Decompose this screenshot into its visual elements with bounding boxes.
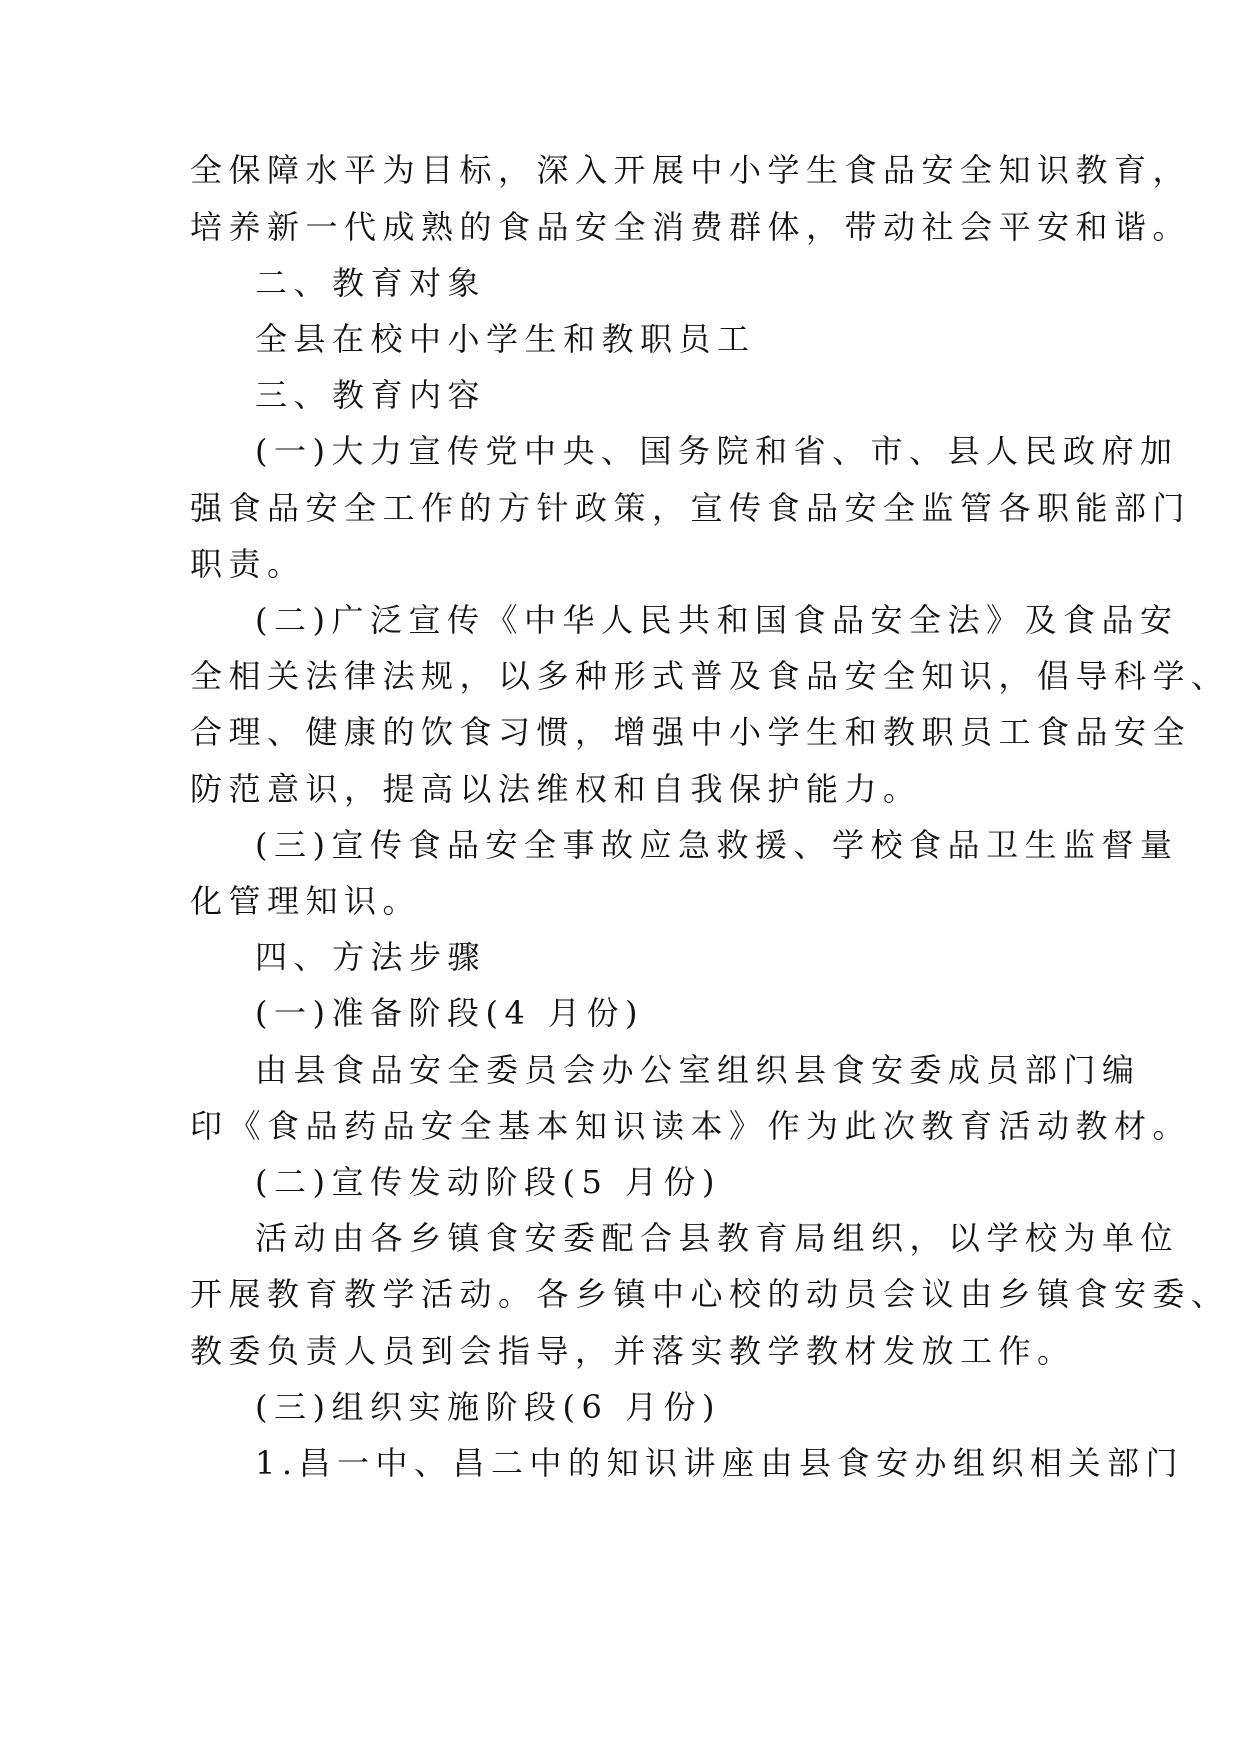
body-text-line: 由县食品安全委员会办公室组织县食安委成员部门编 — [255, 1051, 1141, 1089]
body-text-line: 强食品安全工作的方针政策，宣传食品安全监管各职能部门 — [190, 489, 1192, 527]
body-text-line: 活动由各乡镇食安委配合县教育局组织，以学校为单位 — [255, 1219, 1180, 1257]
section-heading: 二、教育对象 — [255, 264, 487, 302]
subsection-heading: (三)组织实施阶段(6 月份) — [255, 1388, 721, 1426]
subsection-heading: (二)宣传发动阶段(5 月份) — [255, 1163, 721, 1201]
body-text-line: 防范意识，提高以法维权和自我保护能力。 — [190, 770, 922, 808]
body-text-line: 全相关法律法规，以多种形式普及食品安全知识，倡导科学、 — [190, 657, 1230, 695]
body-text-line: (二)广泛宣传《中华人民共和国食品安全法》及食品安 — [255, 601, 1179, 639]
section-heading: 四、方法步骤 — [255, 938, 487, 976]
body-text-line: (一)大力宣传党中央、国务院和省、市、县人民政府加 — [255, 432, 1179, 470]
body-text-line: 教委负责人员到会指导，并落实教学教材发放工作。 — [190, 1332, 1076, 1370]
body-text-line: 培养新一代成熟的食品安全消费群体，带动社会平安和谐。 — [190, 208, 1192, 246]
body-text-line: 开展教育教学活动。各乡镇中心校的动员会议由乡镇食安委、 — [190, 1275, 1230, 1313]
body-text-line: 全保障水平为目标，深入开展中小学生食品安全知识教育， — [190, 151, 1192, 189]
section-heading: 三、教育内容 — [255, 376, 487, 414]
body-text-line: 合理、健康的饮食习惯，增强中小学生和教职员工食品安全 — [190, 713, 1192, 751]
body-text-line: 化管理知识。 — [190, 882, 422, 920]
body-text-line: 职责。 — [190, 545, 306, 583]
subsection-heading: (一)准备阶段(4 月份) — [255, 994, 644, 1032]
body-text-line: 全县在校中小学生和教职员工 — [255, 320, 756, 358]
body-text-line: 印《食品药品安全基本知识读本》作为此次教育活动教材。 — [190, 1107, 1192, 1145]
body-text-line: (三)宣传食品安全事故应急救援、学校食品卫生监督量 — [255, 826, 1179, 864]
body-text-line: 1.昌一中、昌二中的知识讲座由县食安办组织相关部门 — [255, 1444, 1185, 1482]
